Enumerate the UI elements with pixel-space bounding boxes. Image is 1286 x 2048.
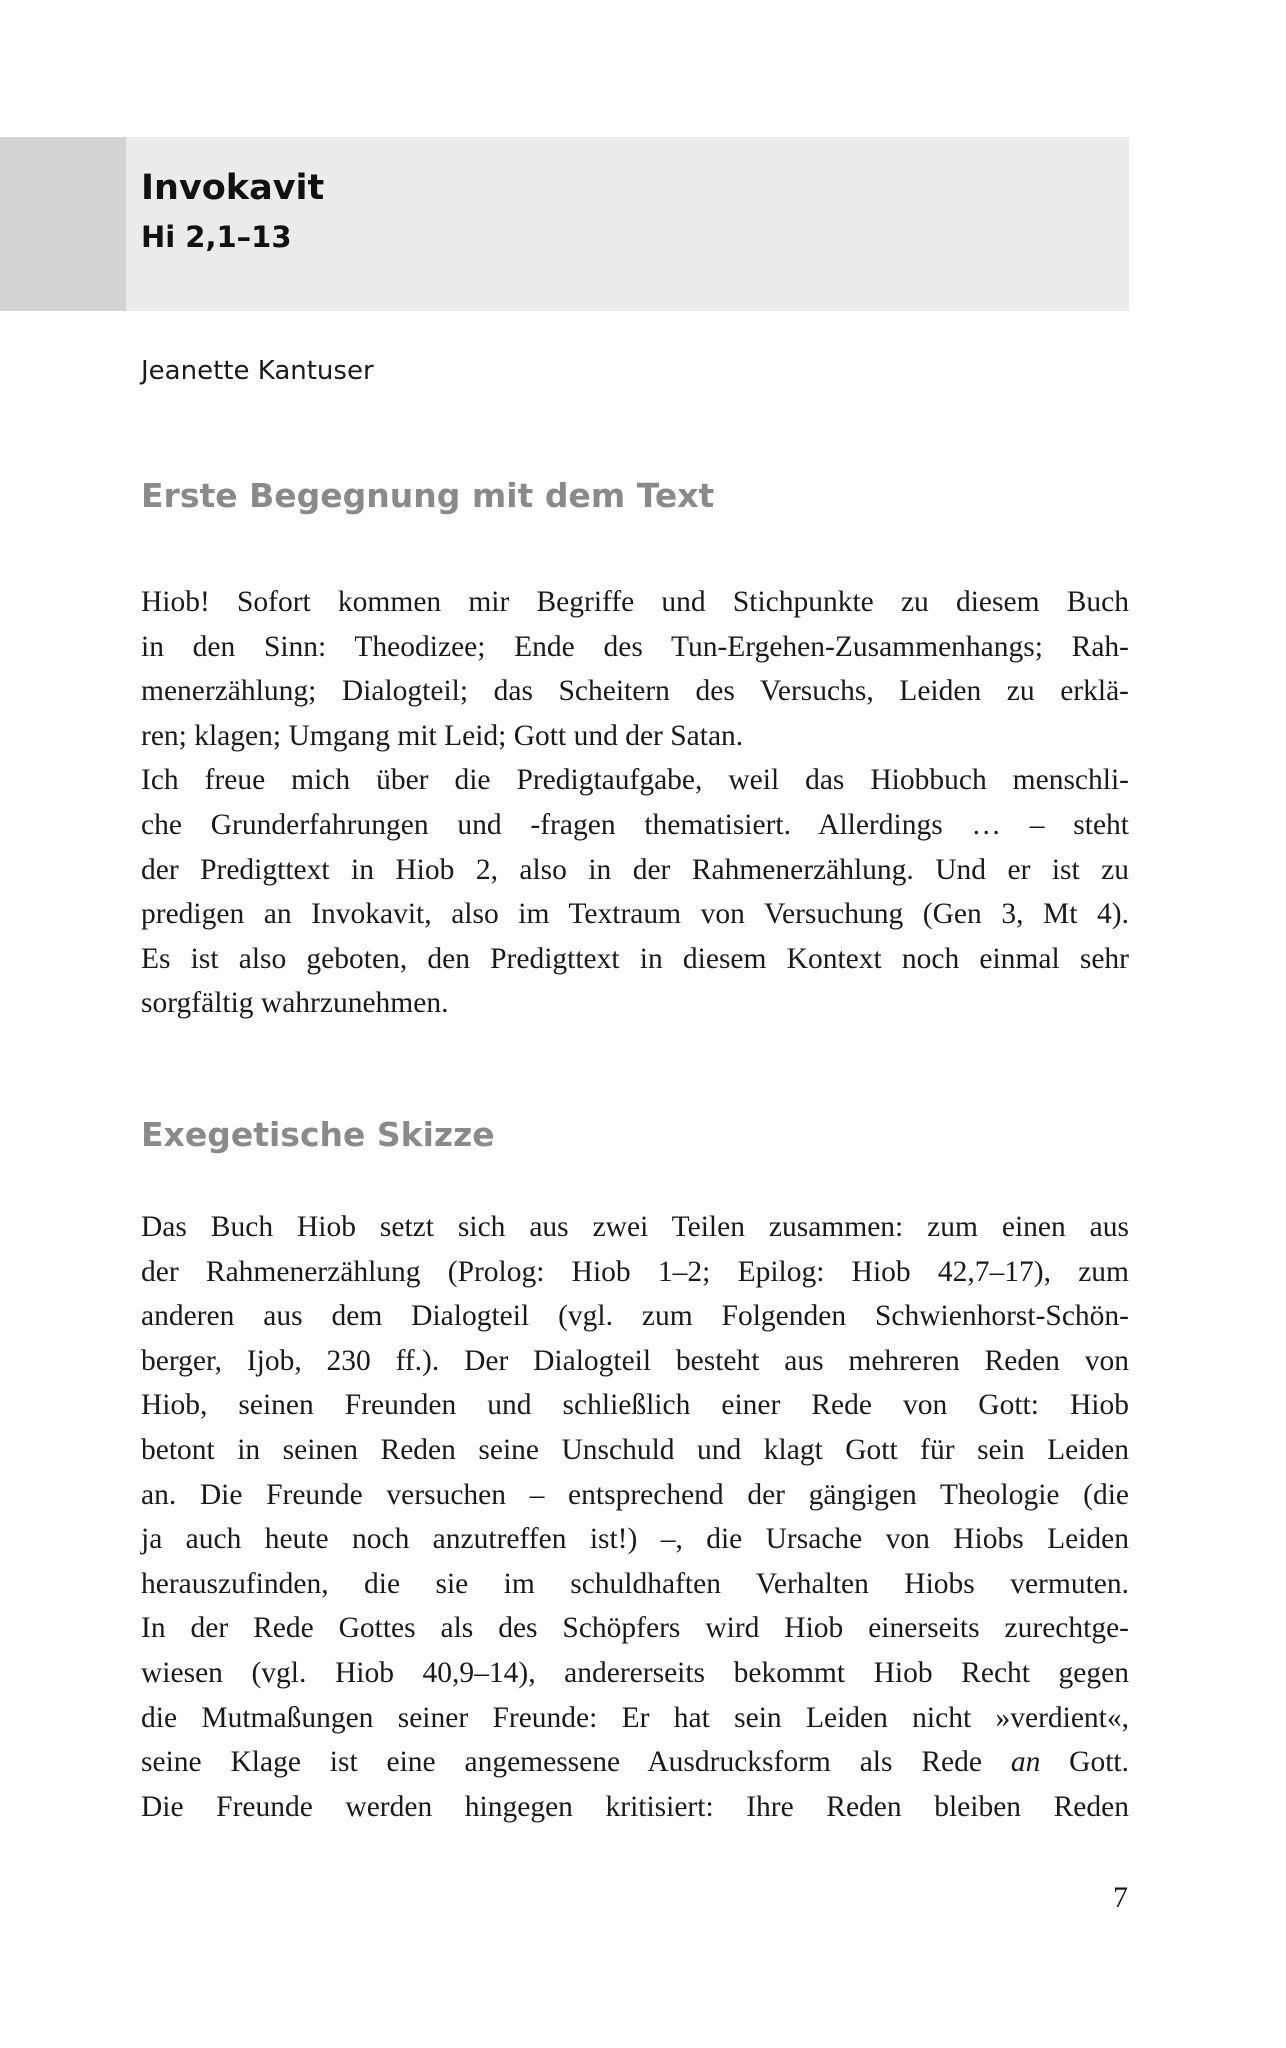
chapter-title: Invokavit <box>141 168 325 208</box>
text-line: Ich freue mich über die Predigtaufgabe, weil das Hiobbuch menschli- <box>141 764 1129 797</box>
text-line: Das Buch Hiob setzt sich aus zwei Teilen zusammen: zum einen aus <box>141 1211 1129 1243</box>
text-line: in den Sinn: Theodizee; Ende des Tun-Ergehen-Zusammenhangs; Rah- <box>141 630 1129 663</box>
section-heading-erste-begegnung: Erste Begegnung mit dem Text <box>141 476 715 515</box>
text-line: der Predigttext in Hiob 2, also in der Rahmenerzählung. Und er ist zu <box>141 853 1129 886</box>
paragraph-exegetische-skizze <box>141 1205 1129 1829</box>
text-line: ja auch heute noch anzutreffen ist!) –, die Ursache von Hiobs Leiden <box>141 1523 1129 1556</box>
section-heading-exegetische-skizze: Exegetische Skizze <box>141 1115 495 1154</box>
text-line: an. Die Freunde versuchen – entsprechend der gängigen Theologie (die <box>141 1478 1129 1511</box>
text-line: Hiob! Sofort kommen mir Begriffe und Stichpunkte zu diesem Buch <box>141 586 1129 618</box>
text-line: Es ist also geboten, den Predigttext in diesem Kontext noch einmal sehr <box>141 942 1129 975</box>
text-line: predigen an Invokavit, also im Textraum von Versuchung (Gen 3, Mt 4). <box>141 898 1129 931</box>
text-line: Die Freunde werden hingegen kritisiert: Ihre Reden bleiben Reden <box>141 1790 1129 1823</box>
text-fragment: Gott. <box>1069 1746 1129 1779</box>
text-line: ren; klagen; Umgang mit Leid; Gott und der Satan. <box>141 719 744 752</box>
text-line: sorgfältig wahrzunehmen. <box>141 987 449 1020</box>
header-tab-block <box>0 137 126 311</box>
text-line: In der Rede Gottes als des Schöpfers wird Hiob einerseits zurechtge- <box>141 1612 1129 1645</box>
paragraph-erste-begegnung <box>141 580 1129 1026</box>
text-line: die Mutmaßungen seiner Freunde: Er hat sein Leiden nicht »verdient«, <box>141 1701 1129 1734</box>
text-line: berger, Ijob, 230 ff.). Der Dialogteil besteht aus mehreren Reden von <box>141 1344 1129 1377</box>
text-line <box>141 1740 1129 1785</box>
text-line: herauszufinden, die sie im schuldhaften Verhalten Hiobs vermuten. <box>141 1567 1129 1600</box>
text-line: wiesen (vgl. Hiob 40,9–14), andererseits bekommt Hiob Recht gegen <box>141 1656 1129 1689</box>
page-number: 7 <box>1113 1881 1128 1914</box>
text-line: menerzählung; Dialogteil; das Scheitern des Versuchs, Leiden zu erklä- <box>141 675 1129 708</box>
emphasis-an: an <box>1010 1746 1041 1779</box>
bible-reference: Hi 2,1–13 <box>141 220 292 254</box>
text-fragment: seine Klage ist eine angemessene Ausdrucksform als Rede <box>141 1746 982 1779</box>
text-line: betont in seinen Reden seine Unschuld und klagt Gott für sein Leiden <box>141 1433 1129 1466</box>
text-line: anderen aus dem Dialogteil (vgl. zum Folgenden Schwienhorst-Schön- <box>141 1300 1129 1333</box>
text-line: Hiob, seinen Freunden und schließlich einer Rede von Gott: Hiob <box>141 1389 1129 1422</box>
text-line: der Rahmenerzählung (Prolog: Hiob 1–2; Epilog: Hiob 42,7–17), zum <box>141 1255 1129 1288</box>
text-line: che Grunderfahrungen und -fragen thematisiert. Allerdings … – steht <box>141 808 1129 841</box>
author-name: Jeanette Kantuser <box>141 356 374 386</box>
chapter-header-band <box>0 137 1129 311</box>
